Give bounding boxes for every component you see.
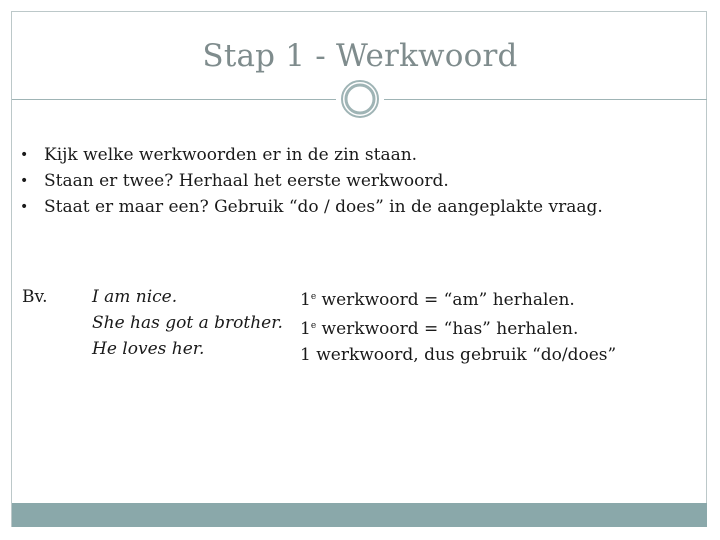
note-text: werkwoord = “am”: [316, 290, 493, 310]
circle-ornament-icon: [340, 79, 380, 119]
example-note: [300, 342, 616, 368]
note-text: herhalen.: [496, 319, 579, 339]
example-sentence: She has got a brother.: [92, 313, 283, 333]
footer-band: [12, 503, 707, 527]
example-note: [300, 313, 616, 342]
instruction-list: [18, 142, 603, 220]
title-divider-left: [12, 99, 336, 100]
list-item: • Staan er twee? Herhaal het eerste werkwoord.: [18, 168, 603, 194]
note-text: werkwoord = “has”: [316, 319, 497, 339]
slide-title: Stap 1 - Werkwoord: [202, 38, 518, 74]
title-divider-right: [384, 99, 707, 100]
note-text: 1 werkwoord, dus gebruik “do/does”: [300, 345, 617, 365]
list-item: • Kijk welke werkwoorden er in de zin staan.: [18, 142, 603, 168]
ordinal: 1: [300, 319, 311, 339]
note-text: herhalen.: [492, 290, 575, 310]
ordinal-suffix: e: [310, 321, 317, 331]
example-notes: [300, 284, 616, 368]
example-sentences: [92, 284, 283, 362]
example-label: Bv.: [22, 287, 48, 307]
example-sentence: He loves her.: [92, 339, 205, 359]
ordinal-suffix: e: [310, 292, 317, 302]
ordinal: 1: [300, 290, 311, 310]
example-note: [300, 284, 616, 313]
list-item: • Staat er maar een? Gebruik “do / does” in de aangeplakte vraag.: [18, 194, 603, 220]
example-sentence: I am nice.: [92, 287, 178, 307]
